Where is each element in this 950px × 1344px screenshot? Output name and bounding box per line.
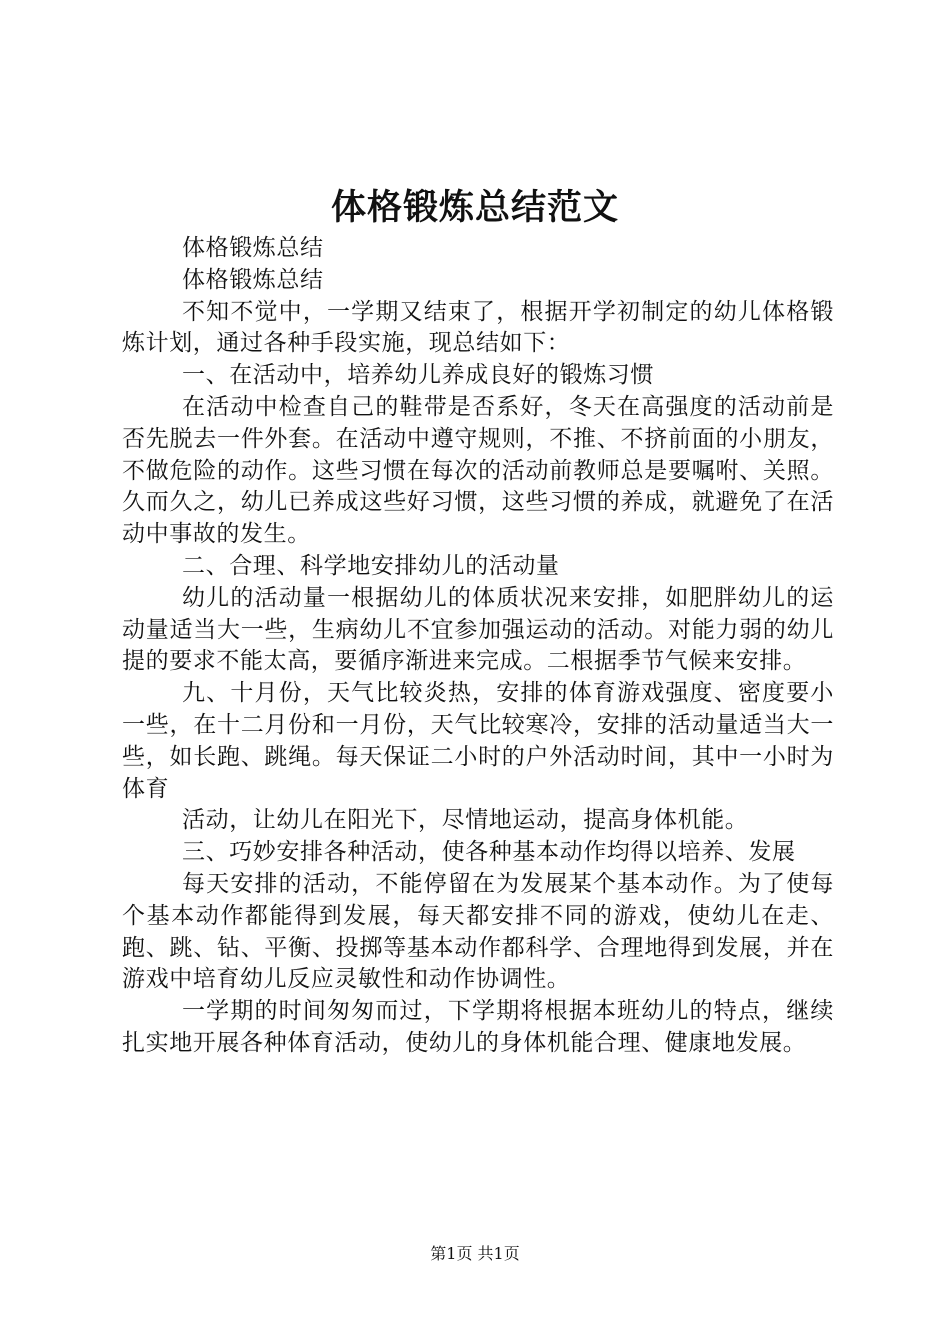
- paragraph-conclusion: 一学期的时间匆匆而过，下学期将根据本班幼儿的特点，继续扎实地开展各种体育活动，使幼儿的身体机能合理、健康地发展。: [122, 998, 834, 1056]
- section-heading-1: 一、在活动中，培养幼儿养成良好的锻炼习惯: [182, 362, 654, 389]
- document-title: 体格锻炼总结范文: [330, 187, 619, 228]
- paragraph-intro: 不知不觉中，一学期又结束了，根据开学初制定的幼儿体格锻炼计划，通过各种手段实施，现总结如下：: [122, 298, 834, 357]
- paragraph-activity-amount: 幼儿的活动量一根据幼儿的体质状况来安排，如肥胖幼儿的运动量适当大一些，生病幼儿不宜参加强运动的活动。对能力弱的幼儿提的要求不能太高，要循序渐进来完成。二根据季节气候来安排。: [122, 584, 834, 675]
- paragraph-daily-activities: 每天安排的活动，不能停留在为发展某个基本动作。为了使每个基本动作都能得到发展，每天都安排不同的游戏，使幼儿在走、跑、跳、钻、平衡、投掷等基本动作都科学、合理地得到发展，并在游戏中培育幼儿反应灵敏性和动作协调性。: [122, 870, 834, 993]
- section-heading-3: 三、巧妙安排各种活动，使各种基本动作均得以培养、发展: [182, 839, 796, 866]
- document-body: [122, 233, 834, 1060]
- page-footer: 第1页 共1页: [430, 1244, 520, 1263]
- paragraph-subtitle-1: 体格锻炼总结: [182, 235, 324, 261]
- paragraph-habits: 在活动中检查自己的鞋带是否系好，冬天在高强度的活动前是否先脱去一件外套。在活动中遵守规则，不推、不挤前面的小朋友，不做危险的动作。这些习惯在每次的活动前教师总是要嘱咐、关照。久而久之，幼儿已养成这些好习惯，这些习惯的养成，就避免了在活动中事故的发生。: [122, 393, 834, 548]
- paragraph-sunlight: 活动，让幼儿在阳光下，尽情地运动，提高身体机能。: [182, 807, 749, 834]
- paragraph-subtitle-2: 体格锻炼总结: [182, 266, 324, 293]
- paragraph-seasons: 九、十月份，天气比较炎热，安排的体育游戏强度、密度要小一些，在十二月份和一月份，天气比较寒冷，安排的活动量适当大一些，如长跑、跳绳。每天保证二小时的户外活动时间，其中一小时为体育: [122, 680, 834, 802]
- section-heading-2: 二、合理、科学地安排幼儿的活动量: [182, 552, 560, 579]
